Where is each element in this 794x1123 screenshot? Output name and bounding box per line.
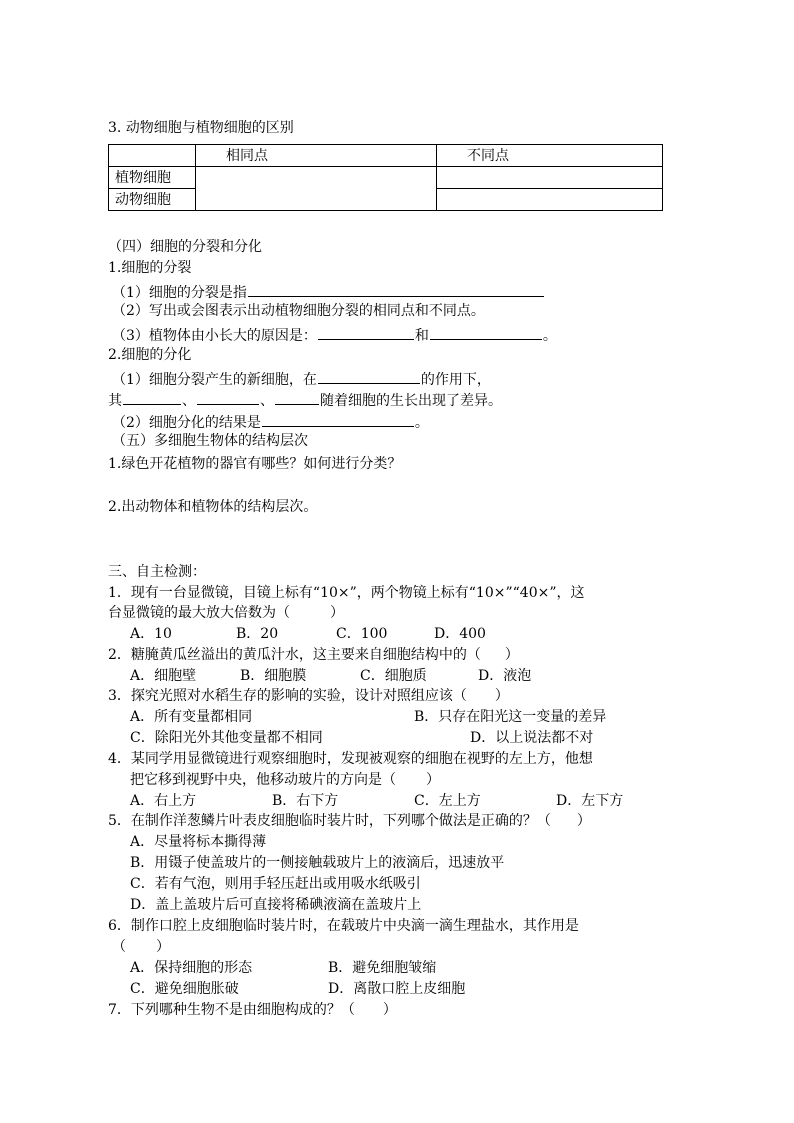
self-check-title: 三、自主检测： — [108, 564, 206, 580]
question-5-text: 5．在制作洋葱鳞片叶表皮细胞临时装片时，下列哪个做法是正确的？（ — [108, 813, 551, 829]
cell-plant-different[interactable] — [437, 167, 663, 189]
blank-differentiation-factor[interactable] — [318, 367, 420, 384]
part4-sub2: 2.细胞的分化 — [108, 347, 192, 363]
q2-option-a[interactable]: A．细胞壁 — [130, 668, 197, 684]
close-paren: ） — [330, 605, 344, 621]
q6-option-d[interactable]: D．离散口腔上皮细胞 — [328, 981, 466, 997]
q4-option-b[interactable]: B．右下方 — [272, 793, 339, 809]
q1-option-d[interactable]: D．400 — [434, 626, 486, 642]
part4-q3 — [112, 323, 557, 346]
blank-differentiation-result[interactable] — [262, 410, 414, 427]
question-4-line-2 — [130, 770, 440, 790]
row-label-plant: 植物细胞 — [109, 167, 196, 189]
q4-option-c[interactable]: C．左上方 — [414, 793, 481, 809]
part4-d1-qi: 其 — [108, 393, 122, 409]
close-paren: ） — [494, 688, 509, 704]
cell-same-merged[interactable] — [196, 167, 437, 211]
part4-q1 — [112, 280, 545, 303]
part4-d2-end: 。 — [414, 415, 429, 431]
open-paren: （ — [112, 939, 126, 955]
table-header-different: 不同点 — [437, 145, 663, 167]
q6-option-b[interactable]: B．避免细胞皱缩 — [328, 960, 437, 976]
blank-diff-3[interactable] — [275, 388, 319, 405]
q3-option-a[interactable]: A．所有变量都相同 — [130, 709, 253, 725]
part4-q3-end: 。 — [542, 328, 557, 344]
part4-d2-text: （2）细胞分化的结果是 — [112, 415, 261, 431]
part4-title: （四）细胞的分裂和分化 — [108, 239, 262, 255]
table-header-same: 相同点 — [196, 145, 437, 167]
q3-option-c[interactable]: C．除阳光外其他变量都不相同 — [130, 730, 323, 746]
q3-option-d[interactable]: D．以上说法都不对 — [470, 730, 594, 746]
question-3-text: 3．探究光照对水稻生存的影响的实验，设计对照组应该（ — [108, 688, 467, 704]
table-header-empty — [109, 145, 196, 167]
part4-d1-end: 随着细胞的生长出现了差异。 — [320, 393, 502, 409]
q5-option-a[interactable]: A．尽量将标本撕得薄 — [130, 834, 267, 850]
q2-option-d[interactable]: D．液泡 — [478, 668, 532, 684]
question-3 — [108, 686, 509, 706]
close-paren: ） — [156, 939, 170, 955]
part4-q3-text: （3）植物体由小长大的原因是： — [112, 328, 317, 344]
q1-option-c[interactable]: C．100 — [336, 626, 388, 642]
question-1-text: 台显微镜的最大放大倍数为（ — [108, 605, 290, 621]
q5-option-d[interactable]: D．盖上盖玻片后可直接将稀碘液滴在盖玻片上 — [130, 897, 422, 913]
question-2 — [108, 645, 519, 665]
close-paren: ） — [576, 813, 591, 829]
sep-1: 、 — [182, 393, 196, 409]
part4-q3-and: 和 — [414, 328, 429, 344]
q4-option-d[interactable]: D．左下方 — [556, 793, 624, 809]
blank-growth-reason-1[interactable] — [318, 323, 414, 340]
question-6-line-1: 6．制作口腔上皮细胞临时装片时，在载玻片中央滴一滴生理盐水，其作用是 — [108, 918, 579, 934]
part5-q2: 2.出动物体和植物体的结构层次。 — [108, 499, 318, 515]
table-header-row — [109, 145, 663, 167]
q1-option-a[interactable]: A．10 — [130, 626, 172, 642]
section-3-title: 3. 动物细胞与植物细胞的区别 — [108, 120, 294, 136]
blank-diff-2[interactable] — [197, 388, 259, 405]
q6-option-c[interactable]: C．避免细胞胀破 — [130, 981, 239, 997]
part4-d1-cont — [108, 388, 502, 411]
part4-d1 — [112, 367, 491, 390]
q6-option-a[interactable]: A．保持细胞的形态 — [130, 960, 253, 976]
close-paren: ） — [382, 1002, 397, 1018]
blank-diff-1[interactable] — [123, 388, 181, 405]
part4-q2: （2）写出或会图表示出动植物细胞分裂的相同点和不同点。 — [112, 303, 485, 319]
part4-d1-text: （1）细胞分裂产生的新细胞，在 — [112, 372, 317, 388]
q3-option-b[interactable]: B．只存在阳光这一变量的差异 — [414, 709, 607, 725]
part4-q1-text: （1）细胞的分裂是指 — [112, 285, 247, 301]
blank-growth-reason-2[interactable] — [430, 323, 542, 340]
part5-title: （五）多细胞生物体的结构层次 — [112, 433, 308, 449]
question-4-line-1: 4．某同学用显微镜进行观察细胞时，发现被观察的细胞在视野的左上方，他想 — [108, 751, 593, 767]
question-1-line-1: 1．现有一台显微镜，目镜上标有“10×”，两个物镜上标有“10×”“40×”，这 — [108, 585, 585, 601]
sep-2: 、 — [260, 393, 274, 409]
q2-option-c[interactable]: C．细胞质 — [360, 668, 427, 684]
question-6-line-2 — [112, 937, 170, 957]
part4-sub1: 1.细胞的分裂 — [108, 260, 192, 276]
row-label-animal: 动物细胞 — [109, 189, 196, 211]
q5-option-b[interactable]: B．用镊子使盖玻片的一侧接触载玻片上的液滴后，迅速放平 — [130, 855, 505, 871]
q2-option-b[interactable]: B．细胞膜 — [240, 668, 307, 684]
q4-option-a[interactable]: A．右上方 — [130, 793, 197, 809]
q5-option-c[interactable]: C．若有气泡，则用手轻压赶出或用吸水纸吸引 — [130, 876, 421, 892]
close-paren: ） — [426, 772, 440, 788]
question-7-text: 7．下列哪种生物不是由细胞构成的？（ — [108, 1002, 355, 1018]
part4-d1-text-2: 的作用下， — [420, 372, 491, 388]
question-5 — [108, 811, 591, 831]
blank-division-definition[interactable] — [248, 280, 544, 297]
table-row — [109, 167, 663, 189]
part5-q1: 1.绿色开花植物的器官有哪些？如何进行分类？ — [108, 456, 402, 472]
question-7 — [108, 1000, 397, 1020]
close-paren: ） — [504, 647, 519, 663]
cell-animal-different[interactable] — [437, 189, 663, 211]
part4-d2 — [112, 410, 429, 433]
question-1-line-2 — [108, 603, 344, 623]
q1-option-b[interactable]: B．20 — [236, 626, 279, 642]
comparison-table — [108, 144, 663, 211]
question-4-text: 把它移到视野中央，他移动玻片的方向是（ — [130, 772, 396, 788]
question-2-text: 2．糖腌黄瓜丝溢出的黄瓜汁水，这主要来自细胞结构中的（ — [108, 647, 481, 663]
